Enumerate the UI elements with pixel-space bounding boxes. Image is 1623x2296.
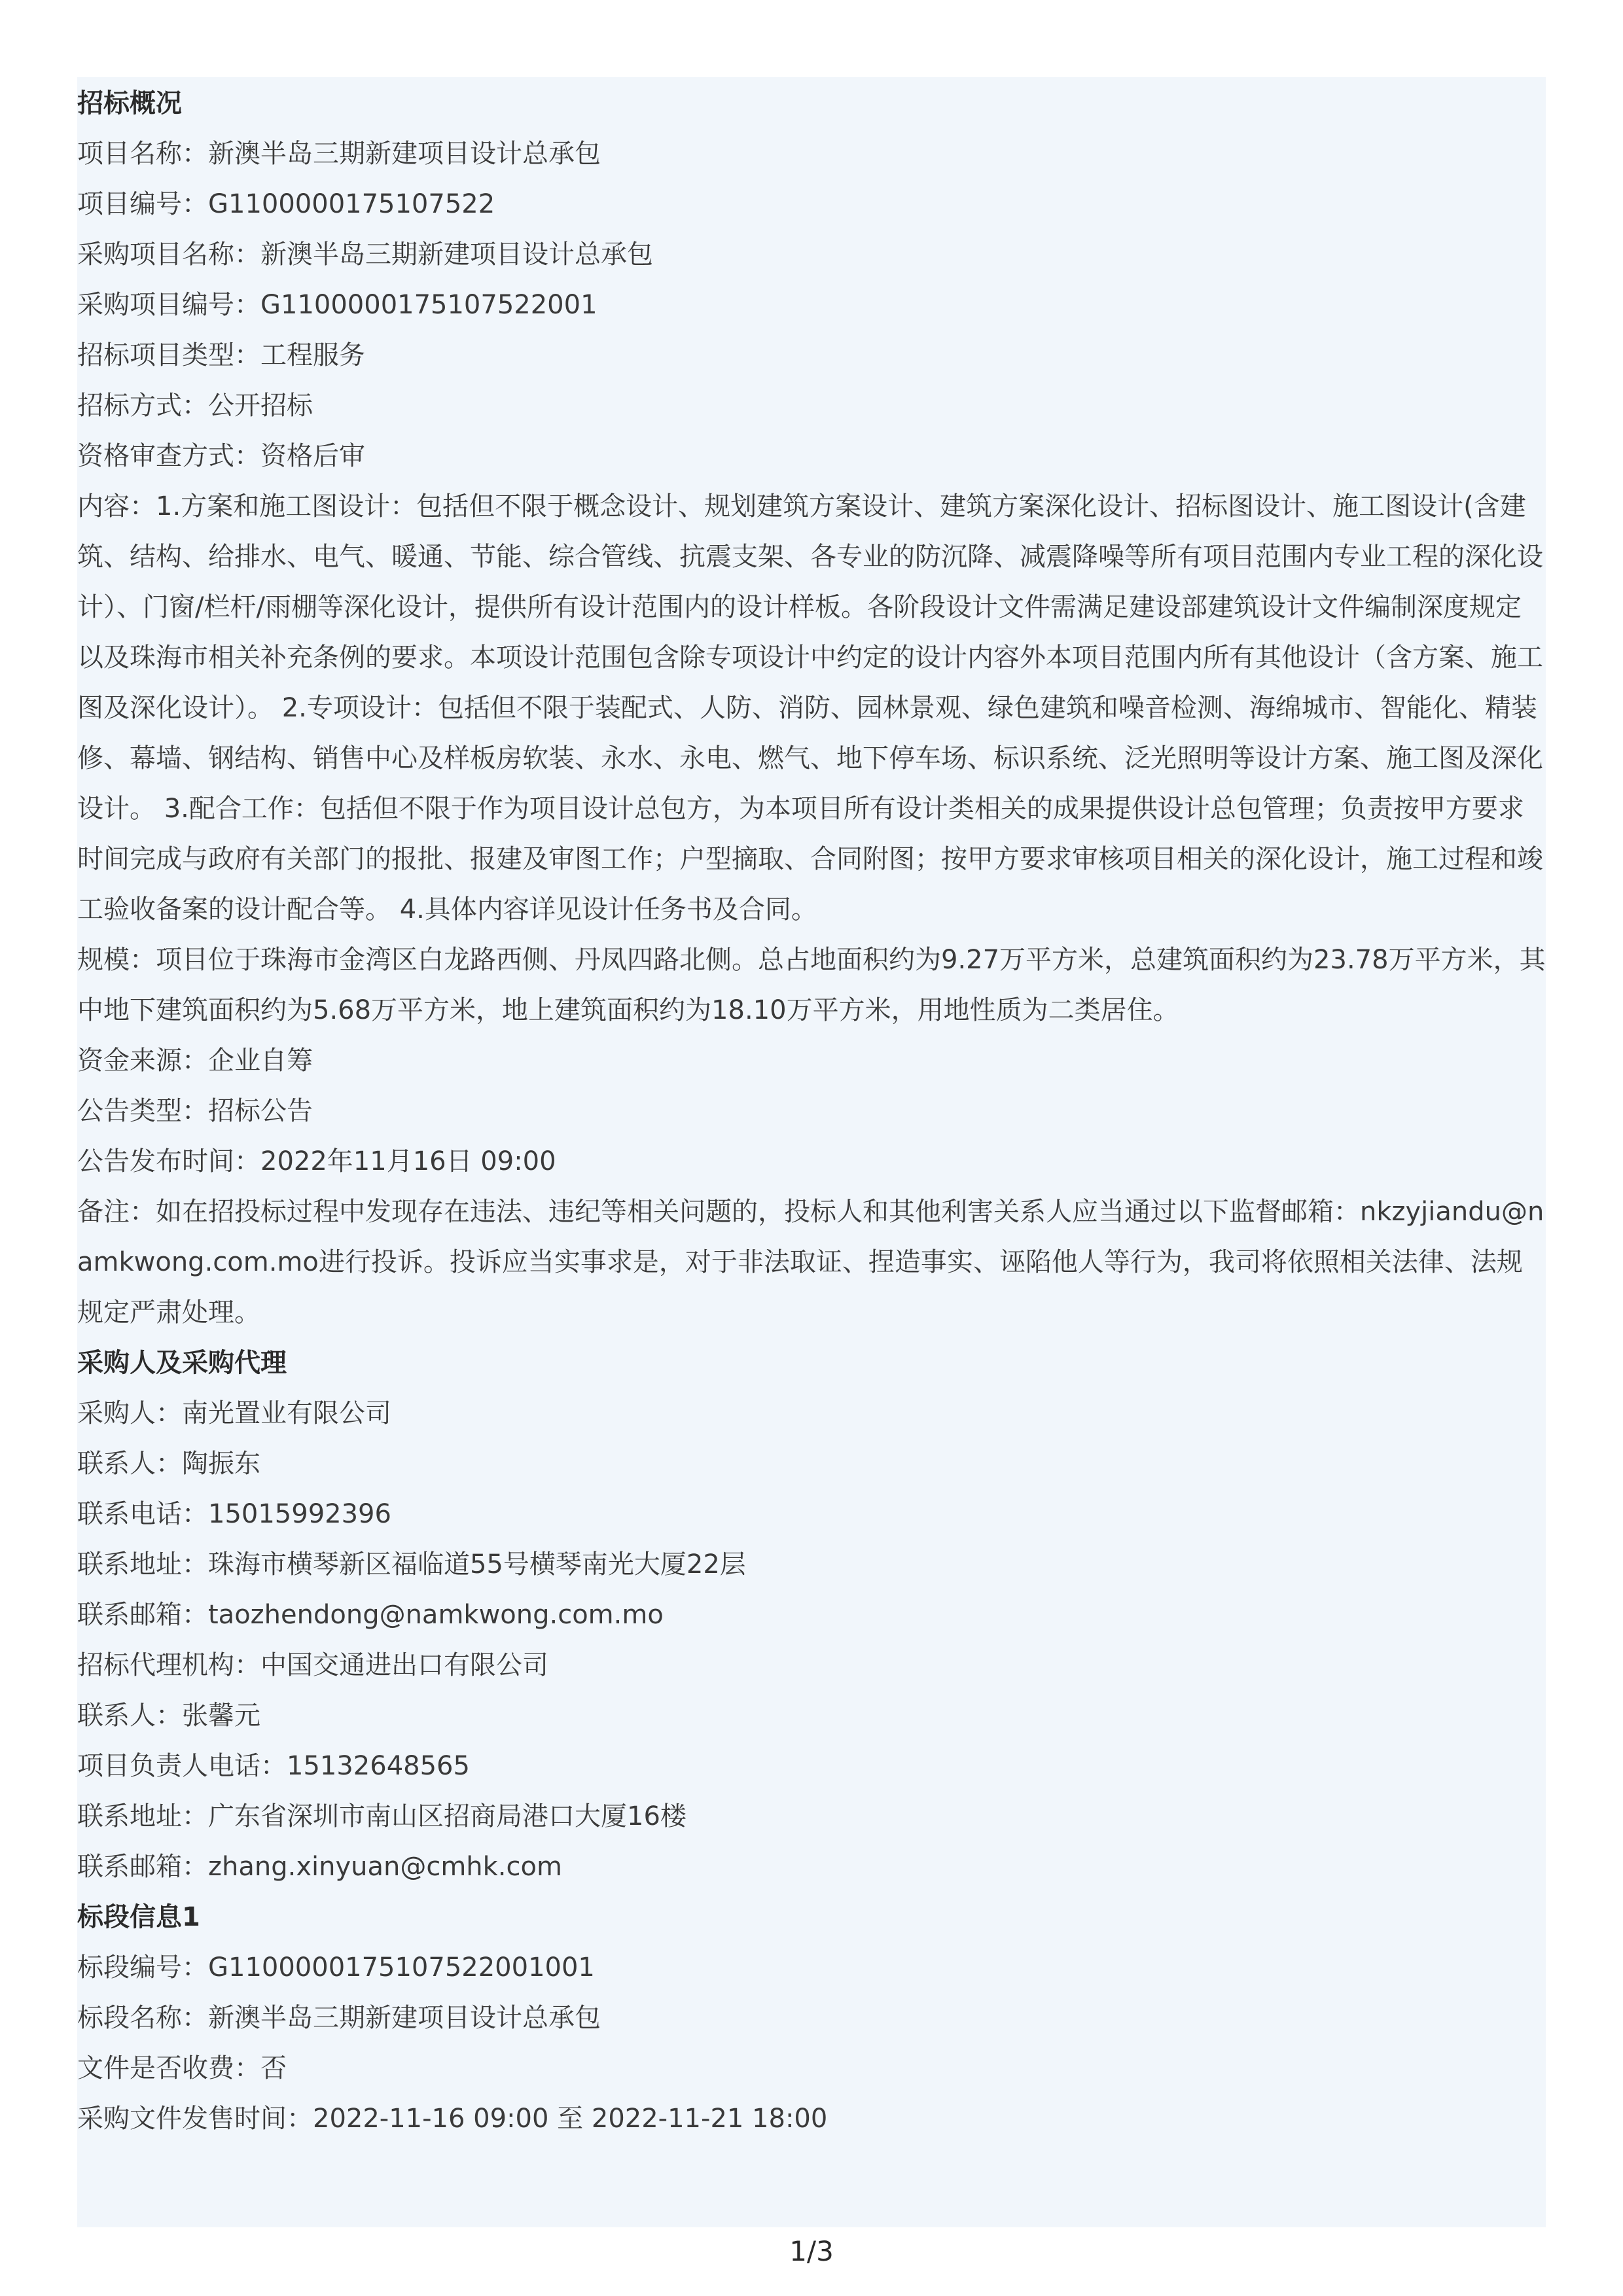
section-code: 标段编号：G1100000175107522001001	[77, 1952, 595, 1983]
purchase-project-code: 采购项目编号：G1100000175107522001	[77, 290, 597, 320]
purchaser-email: 联系邮箱：taozhendong@namkwong.com.mo	[77, 1600, 664, 1630]
section-heading: 标段信息1	[77, 1902, 200, 1932]
purchaser-name: 采购人：南光置业有限公司	[77, 1398, 391, 1428]
agency-email: 联系邮箱：zhang.xinyuan@cmhk.com	[77, 1852, 562, 1882]
tender-type: 招标项目类型：工程服务	[77, 340, 365, 370]
overview-heading: 招标概况	[77, 88, 182, 118]
funding-source: 资金来源：企业自筹	[77, 1046, 313, 1076]
project-content: 内容：1.方案和施工图设计：包括但不限于概念设计、规划建筑方案设计、建筑方案深化设计、招标图设计、施工图设计(含建筑、结构、给排水、电气、暖通、节能、综合管线、抗震支架、各专业的防沉降、减震降噪等所有项目范围内专业工程的深化设计）、门窗/栏杆/雨棚等深化设计，提供所有设计范围内的设计样板。各阶段设计文件需满足建设部建筑设计文件编制深度规定以及珠海市相关补充条例的要求。本项设计范围包含除专项设计中约定的设计内容外本项目范围内所有其他设计（含方案、施工图及深化设计）。 2.专项设计：包括但不限于装配式、人防、消防、园林景观、绿色建筑和噪音检测、海绵城市、智能化、精装修、幕墙、钢结构、销售中心及样板房软装、永水、永电、燃气、地下停车场、标识系统、泛光照明等设计方案、施工图及深化设计。 3.配合工作：包括但不限于作为项目设计总包方，为本项目所有设计类相关的成果提供设计总包管理；负责按甲方要求时间完成与政府有关部门的报批、报建及审图工作；户型摘取、合同附图；按甲方要求审核项目相关的深化设计，施工过程和竣工验收备案的设计配合等。 4.具体内容详见设计任务书及合同。	[77, 491, 1543, 925]
project-code: 项目编号：G1100000175107522	[77, 189, 495, 219]
document-body	[77, 79, 1546, 2144]
purchaser-phone: 联系电话：15015992396	[77, 1499, 391, 1529]
section-name: 标段名称：新澳半岛三期新建项目设计总承包	[77, 2003, 601, 2033]
agency-address: 联系地址：广东省深圳市南山区招商局港口大厦16楼	[77, 1801, 687, 1831]
project-name: 项目名称：新澳半岛三期新建项目设计总承包	[77, 139, 601, 169]
agency-contact: 联系人：张馨元	[77, 1701, 260, 1731]
section-sale-time: 采购文件发售时间：2022-11-16 09:00 至 2022-11-21 18:00	[77, 2104, 828, 2134]
qualification-review: 资格审查方式：资格后审	[77, 441, 365, 471]
remark: 备注：如在招投标过程中发现存在违法、违纪等相关问题的，投标人和其他利害关系人应当通过以下监督邮箱：nkzyjiandu@namkwong.com.mo进行投诉。投诉应当实事求是，对于非法取证、捏造事实、诬陷他人等行为，我司将依照相关法律、法规规定严肃处理。	[77, 1197, 1544, 1328]
purchaser-contact: 联系人：陶振东	[77, 1449, 260, 1479]
tender-method: 招标方式：公开招标	[77, 391, 313, 421]
publish-time: 公告发布时间：2022年11月16日 09:00	[77, 1146, 556, 1176]
purchaser-heading: 采购人及采购代理	[77, 1348, 287, 1378]
notice-type: 公告类型：招标公告	[77, 1096, 313, 1126]
agency-name: 招标代理机构：中国交通进出口有限公司	[77, 1650, 548, 1680]
page-number: 1/3	[789, 2235, 834, 2267]
section-fee: 文件是否收费：否	[77, 2053, 287, 2083]
purchase-project-name: 采购项目名称：新澳半岛三期新建项目设计总承包	[77, 239, 653, 270]
agency-phone: 项目负责人电话：15132648565	[77, 1751, 470, 1781]
purchaser-address: 联系地址：珠海市横琴新区福临道55号横琴南光大厦22层	[77, 1549, 746, 1580]
project-scale: 规模：项目位于珠海市金湾区白龙路西侧、丹凤四路北侧。总占地面积约为9.27万平方米，总建筑面积约为23.78万平方米，其中地下建筑面积约为5.68万平方米，地上建筑面积约为18.10万平方米，用地性质为二类居住。	[77, 945, 1546, 1025]
